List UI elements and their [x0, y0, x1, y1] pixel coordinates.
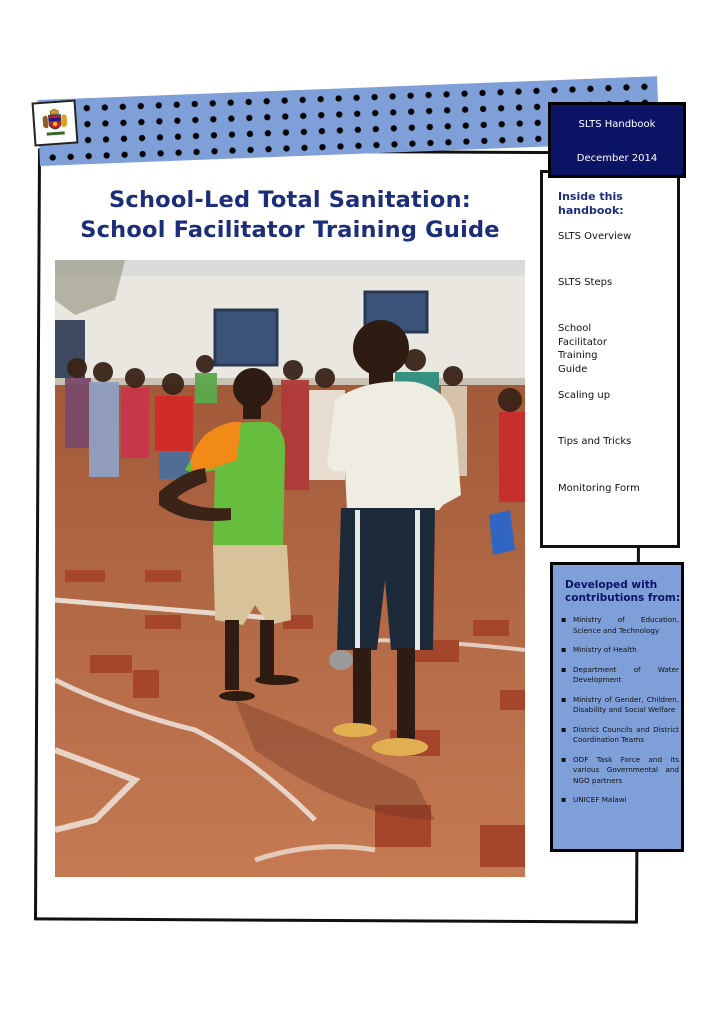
handbook-label: SLTS Handbook	[578, 119, 656, 130]
inside-handbook-title: Inside this handbook:	[558, 190, 624, 217]
toc-item-overview: SLTS Overview	[558, 231, 632, 242]
contributions-title: Developed with contributions from:	[565, 579, 681, 604]
toc-item-tips: Tips and Tricks	[558, 436, 632, 447]
contributions-box	[550, 562, 684, 852]
emblem-box	[32, 100, 79, 147]
contributor-item: ▪ ODF Task Force and its various Governmental and NGO partners	[561, 755, 679, 787]
handbook-date: December 2014	[576, 153, 658, 164]
cover-photo	[55, 260, 525, 877]
handbook-header	[548, 102, 686, 178]
contributor-item: ▪ Department of Water Development	[561, 665, 679, 686]
contributor-item: ▪ Ministry of Gender, Children, Disability and Social Welfare	[561, 695, 679, 716]
schoolyard-photo-illustration	[55, 260, 525, 877]
title-line-1: School-Led Total Sanitation:	[109, 187, 471, 213]
contributor-item: ▪ Ministry of Health	[561, 645, 679, 656]
toc-item-monitoring: Monitoring Form	[558, 483, 640, 494]
contributor-item: ▪ UNICEF Malawi	[561, 795, 679, 806]
malawi-coat-of-arms-icon	[38, 106, 72, 140]
toc-item-steps: SLTS Steps	[558, 277, 613, 288]
toc-item-scaling-up: Scaling up	[558, 390, 611, 401]
title-line-2: School Facilitator Training Guide	[80, 217, 500, 243]
document-title	[56, 185, 524, 245]
toc-item-training-guide: School Facilitator Training Guide	[558, 323, 607, 375]
contributor-item: ▪ Ministry of Education, Science and Technology	[561, 615, 679, 636]
contributor-item: ▪ District Councils and District Coordination Teams	[561, 725, 679, 746]
contributions-list	[561, 615, 679, 815]
